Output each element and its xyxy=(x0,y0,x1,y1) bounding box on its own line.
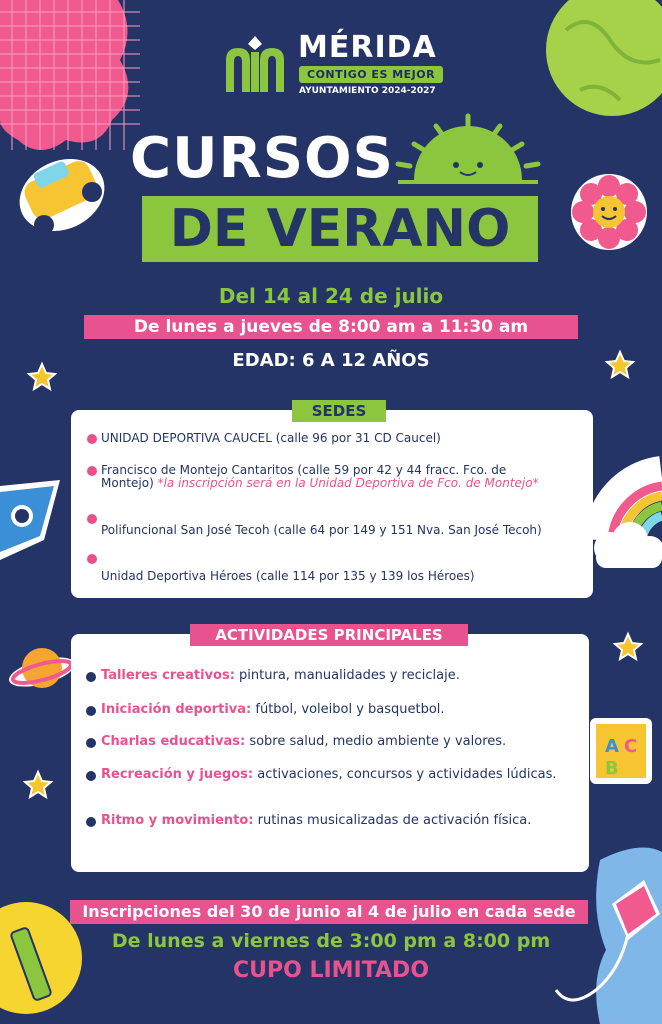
course-dates: Del 14 al 24 de julio xyxy=(218,284,444,308)
merida-logo xyxy=(222,30,452,102)
sede-bullet xyxy=(87,514,97,524)
sede-bullet xyxy=(87,554,97,564)
activity-item xyxy=(101,768,581,782)
activity-text: rutinas musicalizadas de activación física. xyxy=(253,813,532,828)
activities-heading: ACTIVIDADES PRINCIPALES xyxy=(190,624,468,646)
activity-bullet xyxy=(86,738,96,748)
sede-item xyxy=(101,464,561,490)
merida-logo-mark-icon xyxy=(222,34,288,94)
sede-item: UNIDAD DEPORTIVA CAUCEL (calle 96 por 31 CD Caucel) xyxy=(101,431,441,445)
logo-subtitle: AYUNTAMIENTO 2024-2027 xyxy=(299,86,436,96)
sede-item: Unidad Deportiva Héroes (calle 114 por 135 y 139 los Héroes) xyxy=(101,569,475,583)
title-line-2: DE VERANO xyxy=(142,196,538,262)
logo-title: MÉRIDA xyxy=(298,30,437,65)
activity-bullet xyxy=(86,706,96,716)
car-sticker xyxy=(8,146,116,245)
activity-bullet xyxy=(86,672,96,682)
sun-icon xyxy=(398,116,538,182)
sede-item-text: Francisco de Montejo Cantaritos (calle 59 por 42 y 44 fracc. Fco. de Montejo) xyxy=(101,463,507,490)
saturn-sticker xyxy=(6,648,78,692)
age-range: EDAD: 6 A 12 AÑOS xyxy=(232,350,430,371)
sede-item: Polifuncional San José Tecoh (calle 64 por 149 y 151 Nva. San José Tecoh) xyxy=(101,523,542,537)
abc-blocks-sticker xyxy=(590,718,652,784)
logo-tagline: CONTIGO ES MEJOR xyxy=(299,66,443,83)
green-planet-shape xyxy=(546,0,662,116)
activity-item xyxy=(101,735,581,749)
activity-label: Iniciación deportiva: xyxy=(101,702,252,717)
activity-bullet xyxy=(86,771,96,781)
activity-item xyxy=(101,703,581,717)
activity-text: activaciones, concursos y actividades lúdicas. xyxy=(253,767,557,782)
activity-item xyxy=(101,669,581,683)
sedes-heading: SEDES xyxy=(292,400,386,422)
limited-spots: CUPO LIMITADO xyxy=(232,958,430,983)
course-hours: De lunes a jueves de 8:00 am a 11:30 am xyxy=(84,315,578,339)
flower-sticker xyxy=(571,174,647,250)
rocket-sticker xyxy=(0,480,60,560)
activity-text: sobre salud, medio ambiente y valores. xyxy=(245,734,507,749)
activity-label: Talleres creativos: xyxy=(101,668,235,683)
activity-text: pintura, manualidades y reciclaje. xyxy=(234,668,460,683)
svg-text:B: B xyxy=(605,758,619,779)
activity-text: fútbol, voleibol y basquetbol. xyxy=(251,702,445,717)
activity-label: Ritmo y movimiento: xyxy=(101,813,254,828)
sedes-card xyxy=(71,410,593,598)
activity-label: Charlas educativas: xyxy=(101,734,246,749)
sede-bullet xyxy=(87,466,97,476)
svg-text:A: A xyxy=(605,736,619,757)
activity-label: Recreación y juegos: xyxy=(101,767,254,782)
registration-hours: De lunes a viernes de 3:00 pm a 8:00 pm xyxy=(111,930,551,952)
registration-dates: Inscripciones del 30 de junio al 4 de julio en cada sede xyxy=(70,900,588,924)
sede-bullet xyxy=(87,434,97,444)
pink-grid-shape xyxy=(0,0,140,150)
sede-item-note: *la inscripción será en la Unidad Deportiva de Fco. de Montejo* xyxy=(157,476,539,490)
title-line-1: CURSOS xyxy=(130,126,394,191)
activities-card xyxy=(71,634,589,872)
svg-text:C: C xyxy=(624,736,638,757)
activity-item xyxy=(101,814,581,828)
activity-bullet xyxy=(86,817,96,827)
